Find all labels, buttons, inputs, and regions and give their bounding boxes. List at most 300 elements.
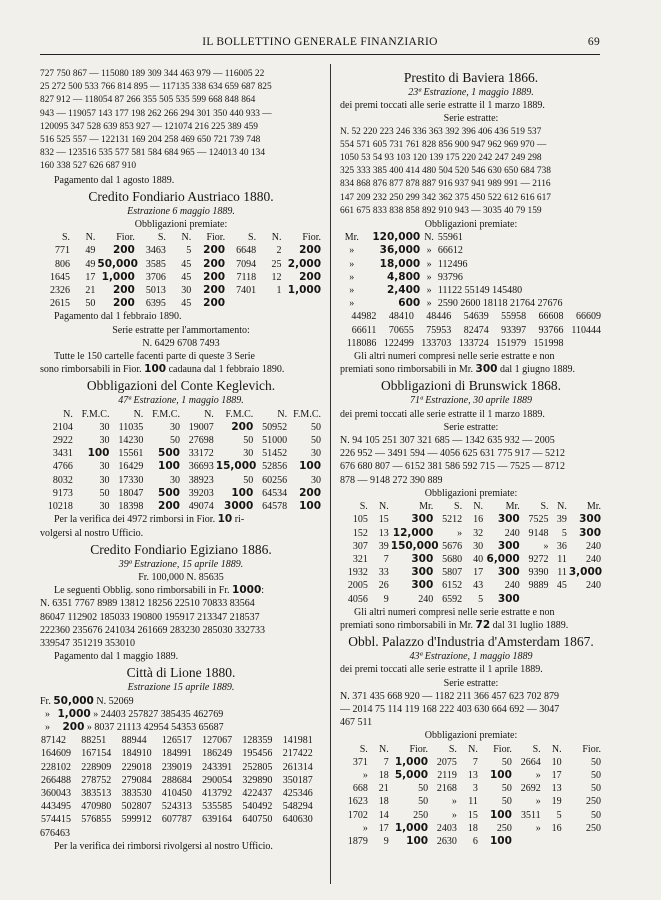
number-line: 1050 53 54 93 103 120 139 175 220 242 247 249 298: [340, 153, 542, 164]
table-cell: 228102: [41, 761, 71, 773]
number-line: 676463: [40, 827, 70, 839]
table-cell: 2: [276, 245, 282, 257]
table-cell: 599912: [121, 814, 152, 826]
table-cell: 371: [352, 756, 368, 768]
table-cell: 13: [551, 783, 562, 795]
table-cell: 7: [472, 756, 478, 768]
table-cell: 100: [299, 500, 321, 513]
table-cell: 14230: [118, 435, 144, 447]
section-subtitle: Estrazione 15 aprile 1889.: [127, 682, 235, 694]
table-cell: »: [543, 540, 549, 552]
table-cell: 152: [352, 527, 368, 539]
table-header-row: [40, 408, 322, 421]
table-cell: 200: [203, 270, 226, 283]
table-cell: 2,000: [287, 257, 321, 270]
column-header: S.: [540, 501, 549, 513]
keglevich-section: [40, 377, 322, 539]
table-cell: 2119: [437, 769, 457, 781]
table-cell: [568, 593, 602, 606]
column-header: Fior.: [493, 743, 512, 755]
table-row: [40, 297, 322, 310]
table-cell: 16: [473, 514, 484, 526]
table-cell: 21: [378, 783, 389, 795]
payment-note: Pagamento dal 1 febbraio 1890.: [54, 311, 182, 323]
table-cell: 535585: [202, 801, 233, 813]
section-subtitle: 39ª Estrazione, 15 aprile 1889.: [118, 558, 244, 570]
prize-lead: »: [349, 245, 355, 257]
table-cell: 1,000: [287, 284, 321, 297]
table-cell: 45: [181, 258, 192, 270]
table-cell: 360043: [41, 787, 71, 799]
prize-lead: »: [349, 258, 355, 270]
table-cell: 88251: [81, 735, 107, 747]
table-row: [340, 324, 602, 337]
table-cell: 45: [181, 298, 192, 310]
table-header-row: [340, 500, 602, 513]
table-cell: 410450: [161, 787, 192, 799]
table-cell: 2615: [50, 298, 71, 310]
table-row: [40, 447, 322, 460]
number-line: 222360 235676 241034 261669 283230 285030 332733: [40, 624, 265, 636]
table-cell: 5807: [442, 567, 463, 579]
table-cell: 200: [112, 244, 135, 257]
table-cell: 25: [271, 258, 282, 270]
table-cell: 40: [473, 553, 484, 565]
table-cell: 7118: [236, 271, 257, 283]
table-cell: 184991: [161, 748, 192, 760]
prize-nums: 66612: [437, 245, 463, 257]
table-cell: 1,000: [394, 821, 429, 834]
table-cell: 93766: [538, 324, 564, 336]
table-cell: [257, 297, 282, 310]
number-line: N. 371 435 668 920 — 1182 211 366 457 623 702 879: [340, 690, 559, 702]
table-cell: 2104: [52, 421, 73, 433]
number-line: N. 6351 7767 8989 13812 18256 22510 70833 83564: [40, 598, 255, 610]
prize-row: [340, 244, 602, 257]
prize-lead: »: [349, 271, 355, 283]
prize-lead: Mr.: [344, 232, 359, 244]
prize-nums: 112496: [437, 258, 468, 270]
table-row: [40, 761, 322, 774]
table-cell: 55958: [501, 311, 527, 323]
column-header: N.: [379, 501, 389, 513]
prize-amount: 18,000: [379, 257, 421, 270]
table-cell: 44982: [351, 311, 377, 323]
number-line: 160 338 527 626 687 910: [40, 161, 137, 172]
table-cell: 217422: [282, 748, 313, 760]
table-row: [340, 310, 602, 323]
section-title: Obbligazioni del Conte Keglevich.: [86, 378, 276, 394]
table-cell: 100: [299, 460, 321, 473]
table-cell: 66611: [351, 324, 377, 336]
table-cell: 383513: [81, 787, 112, 799]
table-cell: 4056: [347, 593, 368, 605]
table-cell: 50: [591, 769, 601, 781]
table-row: [40, 813, 322, 826]
table-cell: [226, 297, 257, 310]
prize-sep: »: [426, 285, 432, 297]
column-header: Fior.: [409, 743, 429, 755]
table-cell: 200: [299, 244, 321, 257]
table-cell: 60256: [262, 474, 288, 486]
table-cell: 300: [497, 513, 520, 526]
table-cell: 7525: [528, 514, 549, 526]
column-header: Mr.: [586, 501, 601, 513]
table-row: [40, 421, 322, 434]
table-cell: 300: [411, 566, 434, 579]
column-header: N.: [473, 501, 484, 513]
table-cell: 50: [243, 474, 254, 486]
table-cell: 6648: [236, 245, 257, 257]
prize-line: » 1,000 » 24403 257827 385435 462769: [45, 707, 224, 720]
table-cell: 122499: [383, 337, 414, 349]
table-cell: »: [535, 822, 541, 834]
table-cell: 50: [501, 756, 512, 768]
table-cell: [565, 337, 602, 350]
table-row: [40, 258, 322, 271]
table-cell: 195456: [242, 748, 273, 760]
column-header: N.: [271, 232, 282, 244]
baviera-prize-list: [340, 231, 602, 310]
table-cell: 100: [158, 460, 180, 473]
table-cell: 7: [383, 553, 389, 565]
table-cell: 50952: [262, 421, 288, 433]
table-cell: 240: [586, 540, 601, 552]
table-cell: 30: [99, 501, 110, 513]
table-cell: 82474: [463, 324, 489, 336]
table-cell: 383530: [121, 787, 152, 799]
table-cell: [521, 593, 550, 606]
table-cell: 167154: [81, 748, 112, 760]
table-cell: 300: [579, 513, 601, 526]
prize-row: [340, 258, 602, 271]
table-header-row: [40, 231, 322, 244]
table-cell: 141981: [282, 735, 313, 747]
table-cell: 200: [158, 500, 180, 513]
table-cell: 18398: [118, 501, 144, 513]
table-cell: 50: [311, 435, 321, 447]
table-caption: Obbligazioni premiate:: [424, 730, 518, 742]
table-cell: 640750: [242, 814, 273, 826]
table-row: [40, 787, 322, 800]
table-cell: 30: [181, 285, 192, 297]
column-header: S.: [359, 743, 368, 755]
intro-line: dei premi toccati alle serie estratte il 1 marzo 1889.: [340, 100, 545, 112]
table-cell: 49: [85, 245, 96, 257]
table-cell: 3585: [145, 258, 166, 270]
table-cell: [282, 297, 322, 310]
column-header: N.: [181, 232, 192, 244]
table-row: [40, 284, 322, 297]
main-prize: Fr. 100,000 N. 85635: [138, 571, 224, 583]
section-subtitle: Estrazione 6 maggio 1889.: [127, 205, 235, 217]
column-header: F.M.C.: [152, 408, 180, 420]
table-cell: 17: [473, 567, 484, 579]
table-cell: 9889: [528, 580, 549, 592]
prize-row: [340, 297, 602, 310]
running-title: IL BOLLETTINO GENERALE FINANZIARIO: [202, 36, 438, 48]
table-header-row: [340, 743, 602, 756]
table-row: [340, 795, 602, 808]
column-header: N.: [133, 408, 144, 420]
table-cell: 39: [378, 540, 389, 552]
table-cell: 1702: [347, 809, 368, 821]
table-cell: 1,000: [101, 270, 135, 283]
table-cell: 200: [203, 284, 226, 297]
table-cell: 2403: [436, 822, 457, 834]
table-row: [40, 800, 322, 813]
table-cell: 300: [579, 526, 601, 539]
table-cell: 100: [87, 447, 110, 460]
table-cell: 105: [352, 514, 368, 526]
table-cell: 18: [378, 796, 389, 808]
prize-nums: 11122 55149 145480: [437, 285, 523, 297]
note-line: Tutte le 150 cartelle facenti parte di queste 3 Serie: [54, 351, 255, 363]
table-cell: 50: [418, 796, 429, 808]
table-cell: 6: [472, 835, 478, 847]
number-line: 147 209 232 250 299 342 362 375 450 522 612 616 617: [340, 192, 551, 203]
table-cell: 66609: [576, 311, 601, 323]
table-cell: 3511: [521, 809, 541, 821]
table-cell: 66608: [538, 311, 564, 323]
table-row: [340, 337, 602, 350]
egiziano-section: [40, 541, 322, 664]
table-cell: 50: [311, 421, 321, 433]
table-cell: 329890: [242, 774, 273, 786]
table-cell: 5013: [145, 285, 166, 297]
table-cell: 150,000: [390, 539, 439, 552]
table-cell: 36693: [188, 461, 214, 473]
table-cell: 229018: [121, 761, 152, 773]
table-cell: 639164: [202, 814, 233, 826]
table-cell: 300: [411, 513, 434, 526]
table-row: [40, 734, 322, 747]
table-cell: 1,000: [394, 755, 429, 768]
table-cell: 300: [497, 592, 520, 605]
table-cell: 6592: [442, 593, 463, 605]
prize-sep: »: [426, 271, 432, 283]
table-row: [40, 460, 322, 473]
table-cell: 2664: [520, 756, 541, 768]
table-cell: 128359: [242, 735, 273, 747]
table-cell: 164609: [41, 748, 71, 760]
table-cell: 806: [55, 258, 71, 270]
table-cell: 75953: [426, 324, 452, 336]
table-cell: 30: [99, 474, 110, 486]
table-cell: 15: [378, 514, 389, 526]
table-cell: 9173: [52, 487, 73, 499]
prize-amount: 120,000: [372, 231, 421, 244]
table-cell: 1: [276, 285, 282, 297]
serie-label: Serie estratte:: [443, 421, 499, 433]
number-line: 827 912 — 118054 87 266 355 505 535 599 668 848 864: [40, 95, 256, 106]
table-cell: 574415: [41, 814, 71, 826]
table-row: [40, 747, 322, 760]
table-row: [340, 782, 602, 795]
table-cell: 30: [473, 540, 484, 552]
table-cell: 30: [311, 448, 321, 460]
table-cell: 240: [504, 580, 520, 592]
prize-lead: »: [349, 298, 355, 310]
table-cell: 607787: [161, 814, 192, 826]
table-cell: 49074: [188, 501, 214, 513]
table-cell: 50: [591, 756, 601, 768]
keglevich-prize-table: [40, 408, 322, 514]
amsterdam-section: [340, 633, 602, 848]
table-cell: 1645: [50, 271, 71, 283]
table-cell: 18: [467, 822, 478, 834]
column-header: N.: [277, 408, 288, 420]
table-cell: 1879: [347, 835, 368, 847]
table-cell: 2692: [520, 783, 541, 795]
payment-note: Pagamento dal 1 maggio 1889.: [54, 651, 179, 663]
table-cell: 21: [85, 285, 96, 297]
table-cell: 5: [561, 527, 567, 539]
table-cell: 413792: [202, 787, 233, 799]
table-cell: 17330: [118, 474, 144, 486]
table-cell: 16429: [118, 461, 144, 473]
table-cell: 126517: [161, 735, 192, 747]
table-caption: Obbligazioni premiate:: [424, 487, 518, 499]
table-cell: 18: [378, 769, 389, 781]
table-cell: 11: [557, 567, 567, 579]
baviera-number-table: [340, 310, 602, 350]
table-cell: 15: [467, 809, 478, 821]
table-cell: 240: [504, 527, 520, 539]
table-cell: 524313: [161, 801, 192, 813]
note-line: Per la verifica dei 4972 rimborsi in Fior. 10 ri-: [54, 513, 245, 526]
amortization-numbers: N. 6429 6708 7493: [142, 337, 220, 349]
table-row: [340, 769, 602, 782]
table-cell: 7: [383, 756, 389, 768]
table-row: [340, 579, 602, 592]
prize-row: [340, 284, 602, 297]
table-row: [40, 244, 322, 257]
note-line: premiati sono rimborsabili in Mr. 72 dal 31 luglio 1889.: [340, 618, 569, 631]
prize-nums: 93796: [437, 271, 463, 283]
table-cell: [542, 835, 563, 848]
table-cell: 50: [169, 435, 180, 447]
table-cell: 771: [55, 245, 71, 257]
table-cell: 33172: [188, 448, 214, 460]
section-subtitle: 47ª Estrazione, 1 maggio 1889.: [118, 395, 244, 407]
table-cell: 70655: [388, 324, 414, 336]
brunswick-section: [340, 377, 602, 632]
table-cell: 6,000: [486, 552, 520, 565]
table-row: [340, 593, 602, 606]
table-cell: 300: [497, 539, 520, 552]
table-cell: 200: [112, 284, 135, 297]
table-cell: 2630: [436, 835, 457, 847]
table-cell: 3706: [145, 271, 166, 283]
table-cell: 100: [231, 486, 254, 499]
table-cell: 30: [99, 461, 110, 473]
table-cell: 300: [411, 579, 434, 592]
note-line: Gli altri numeri compresi nelle serie estratte e non: [354, 351, 555, 363]
table-cell: 7401: [236, 285, 257, 297]
number-line: 832 — 123516 535 577 581 584 684 965 — 124013 40 134: [40, 148, 265, 159]
number-line: 834 868 876 877 878 887 916 937 941 989 991 — 2116: [340, 179, 551, 190]
table-cell: 240: [418, 593, 434, 605]
table-row: [40, 500, 322, 513]
prize-nums: 2590 2600 18118 21764 27676: [437, 298, 563, 310]
number-line: N. 52 220 223 246 336 363 392 396 406 436 519 537: [340, 126, 542, 137]
baviera-section: [340, 69, 602, 376]
column-header: Fior.: [302, 232, 321, 244]
table-cell: 1623: [347, 796, 368, 808]
table-cell: 100: [406, 834, 429, 847]
payment-note: Pagamento dal 1 agosto 1889.: [54, 174, 175, 186]
table-row: [40, 774, 322, 787]
table-cell: »: [457, 527, 463, 539]
column-header: N.: [468, 743, 478, 755]
table-row: [340, 822, 602, 835]
table-cell: 30: [99, 421, 110, 433]
number-line: 25 272 500 533 766 814 895 — 117135 338 634 659 687 825: [40, 82, 272, 93]
table-cell: 502807: [121, 801, 152, 813]
table-cell: »: [451, 796, 457, 808]
table-cell: 11035: [118, 421, 144, 433]
column-header: Fior.: [582, 743, 601, 755]
table-cell: 19007: [188, 421, 214, 433]
table-cell: 290054: [202, 774, 233, 786]
table-cell: 48410: [388, 311, 414, 323]
table-cell: 9272: [528, 553, 549, 565]
table-cell: 200: [231, 420, 254, 433]
section-title: Obbligazioni di Brunswick 1868.: [381, 378, 561, 394]
section-title: Credito Fondiario Egiziano 1886.: [90, 541, 272, 557]
continued-number-list: [40, 68, 322, 174]
table-cell: 26: [378, 580, 389, 592]
table-cell: 110444: [571, 324, 601, 336]
table-cell: 100: [489, 808, 512, 821]
table-cell: 2922: [52, 435, 73, 447]
number-line: 86047 112902 185033 190800 195917 213347 218537: [40, 611, 260, 623]
table-cell: 50: [99, 487, 110, 499]
table-cell: 133724: [458, 337, 489, 349]
table-cell: 2326: [50, 285, 71, 297]
table-cell: 30: [169, 421, 180, 433]
table-cell: 668: [352, 783, 368, 795]
column-header: N.: [63, 408, 73, 420]
table-cell: 50,000: [97, 257, 138, 270]
amsterdam-prize-table: [340, 743, 602, 849]
table-cell: 27698: [188, 435, 214, 447]
table-cell: 6152: [442, 580, 463, 592]
table-row: [40, 474, 322, 487]
table-cell: 93397: [501, 324, 527, 336]
prize-sep: N.: [424, 232, 434, 244]
table-cell: 240: [586, 580, 601, 592]
column-header: S.: [248, 232, 257, 244]
table-row: [40, 487, 322, 500]
column-header: Fior.: [206, 232, 226, 244]
table-row: [340, 527, 602, 540]
section-subtitle: 71ª Estrazione, 30 aprile 1889: [410, 395, 532, 407]
prize-row: [340, 271, 602, 284]
table-cell: 10: [551, 756, 562, 768]
table-cell: 49: [85, 258, 96, 270]
table-cell: 151998: [533, 337, 564, 349]
table-cell: 500: [158, 486, 180, 499]
table-cell: 5: [186, 245, 192, 257]
lione-section: [40, 664, 322, 853]
column-header: N.: [379, 743, 389, 755]
table-cell: 38923: [188, 474, 214, 486]
table-cell: 200: [112, 297, 135, 310]
table-cell: 200: [299, 270, 321, 283]
table-row: [340, 566, 602, 579]
